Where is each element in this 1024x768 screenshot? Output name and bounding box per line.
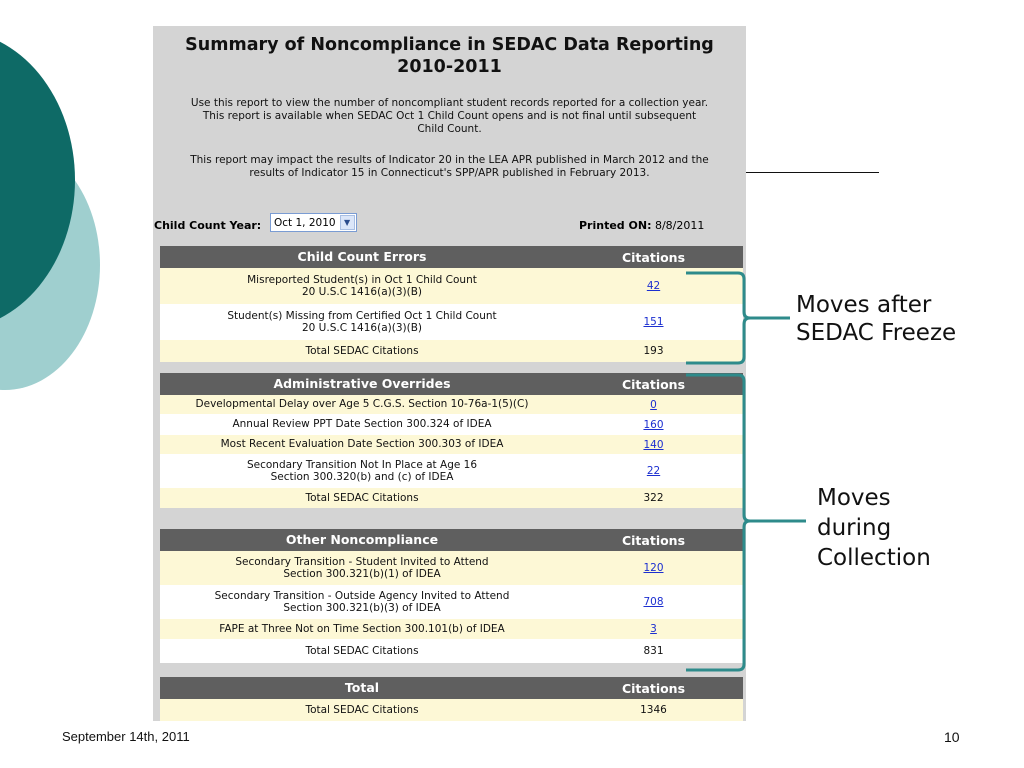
annotation-line: SEDAC Freeze xyxy=(796,320,957,346)
row-description: FAPE at Three Not on Time Section 300.101(b) of IDEA xyxy=(219,622,505,635)
annotation-line: Collection xyxy=(817,545,931,571)
citations-header: Citations xyxy=(621,532,686,548)
citation-link[interactable]: 140 xyxy=(643,438,664,451)
total-value: 193 xyxy=(643,345,664,357)
citations-header: Citations xyxy=(621,376,686,392)
desc1-line2: This report is available when SEDAC Oct 1 Child Count opens and is not final until subsequent xyxy=(202,110,697,122)
row-description: Most Recent Evaluation Date Section 300.303 of IDEA xyxy=(220,438,504,451)
citation-link[interactable]: 151 xyxy=(643,316,664,328)
section-header: Administrative Overrides xyxy=(273,375,451,391)
citation-link[interactable]: 22 xyxy=(646,465,661,477)
row-line1: Student(s) Missing from Certified Oct 1 Child Count xyxy=(227,309,497,322)
chevron-down-icon[interactable]: ▼ xyxy=(340,215,355,230)
total-label: Total SEDAC Citations xyxy=(305,644,419,657)
citation-link[interactable]: 160 xyxy=(643,418,664,431)
child-count-year-value: Oct 1, 2010 xyxy=(274,216,336,229)
annotation-line: Moves xyxy=(817,485,891,511)
total-label: Total SEDAC Citations xyxy=(305,491,419,504)
printed-on-value: 8/8/2011 xyxy=(654,219,705,232)
annotation-moves-after-freeze xyxy=(796,291,956,347)
bracket-during-collection xyxy=(686,375,806,670)
total-label: Total SEDAC Citations xyxy=(305,344,419,357)
desc1-line3: Child Count. xyxy=(417,123,482,135)
row-line1: Secondary Transition - Outside Agency Invited to Attend xyxy=(214,589,510,602)
citations-header: Citations xyxy=(621,249,686,265)
citations-header: Citations xyxy=(621,680,686,696)
footer-date: September 14th, 2011 xyxy=(62,729,190,744)
total-value: 831 xyxy=(643,645,664,657)
total-label: Total SEDAC Citations xyxy=(305,703,419,716)
row-line1: Secondary Transition Not In Place at Age 16 xyxy=(246,458,478,471)
report-title-line1: Summary of Noncompliance in SEDAC Data Reporting xyxy=(185,35,714,55)
row-description: Developmental Delay over Age 5 C.G.S. Section 10-76a-1(5)(C) xyxy=(195,398,529,411)
annotation-moves-during-collection xyxy=(817,483,931,573)
row-line1: Secondary Transition - Student Invited to Attend xyxy=(235,555,489,568)
section-header: Child Count Errors xyxy=(297,248,427,264)
annotation-line: Moves after xyxy=(796,292,932,318)
page-number: 10 xyxy=(944,729,960,745)
row-line2: Section 300.321(b)(3) of IDEA xyxy=(283,602,441,614)
citation-link[interactable]: 3 xyxy=(650,623,657,635)
row-line1: Misreported Student(s) in Oct 1 Child Count xyxy=(247,273,477,286)
row-line2: Section 300.321(b)(1) of IDEA xyxy=(283,568,441,580)
desc1-line1: Use this report to view the number of noncompliant student records reported for a collection year. xyxy=(190,97,709,109)
report-title-line2: 2010-2011 xyxy=(397,57,502,77)
bracket-after-freeze xyxy=(686,273,790,363)
row-line2: 20 U.S.C 1416(a)(3)(B) xyxy=(301,322,422,334)
child-count-year-label: Child Count Year: xyxy=(154,219,262,232)
desc2-line2: results of Indicator 15 in Connecticut's SPP/APR published in February 2013. xyxy=(249,167,650,179)
total-value: 322 xyxy=(643,492,664,504)
section-header: Total xyxy=(344,679,380,695)
row-line2: 20 U.S.C 1416(a)(3)(B) xyxy=(301,286,422,298)
citation-link[interactable]: 0 xyxy=(650,398,657,411)
annotation-line: during xyxy=(817,515,892,541)
desc2-line1: This report may impact the results of Indicator 20 in the LEA APR published in March 2012 and the xyxy=(190,154,709,166)
citation-link[interactable]: 708 xyxy=(643,596,664,608)
citation-link[interactable]: 120 xyxy=(643,562,664,574)
total-value: 1346 xyxy=(640,704,667,716)
row-line2: Section 300.320(b) and (c) of IDEA xyxy=(270,471,454,483)
printed-on-label: Printed ON: xyxy=(579,219,652,232)
row-description: Annual Review PPT Date Section 300.324 of IDEA xyxy=(232,418,492,431)
citation-link[interactable]: 42 xyxy=(646,280,661,292)
section-header: Other Noncompliance xyxy=(285,531,439,547)
